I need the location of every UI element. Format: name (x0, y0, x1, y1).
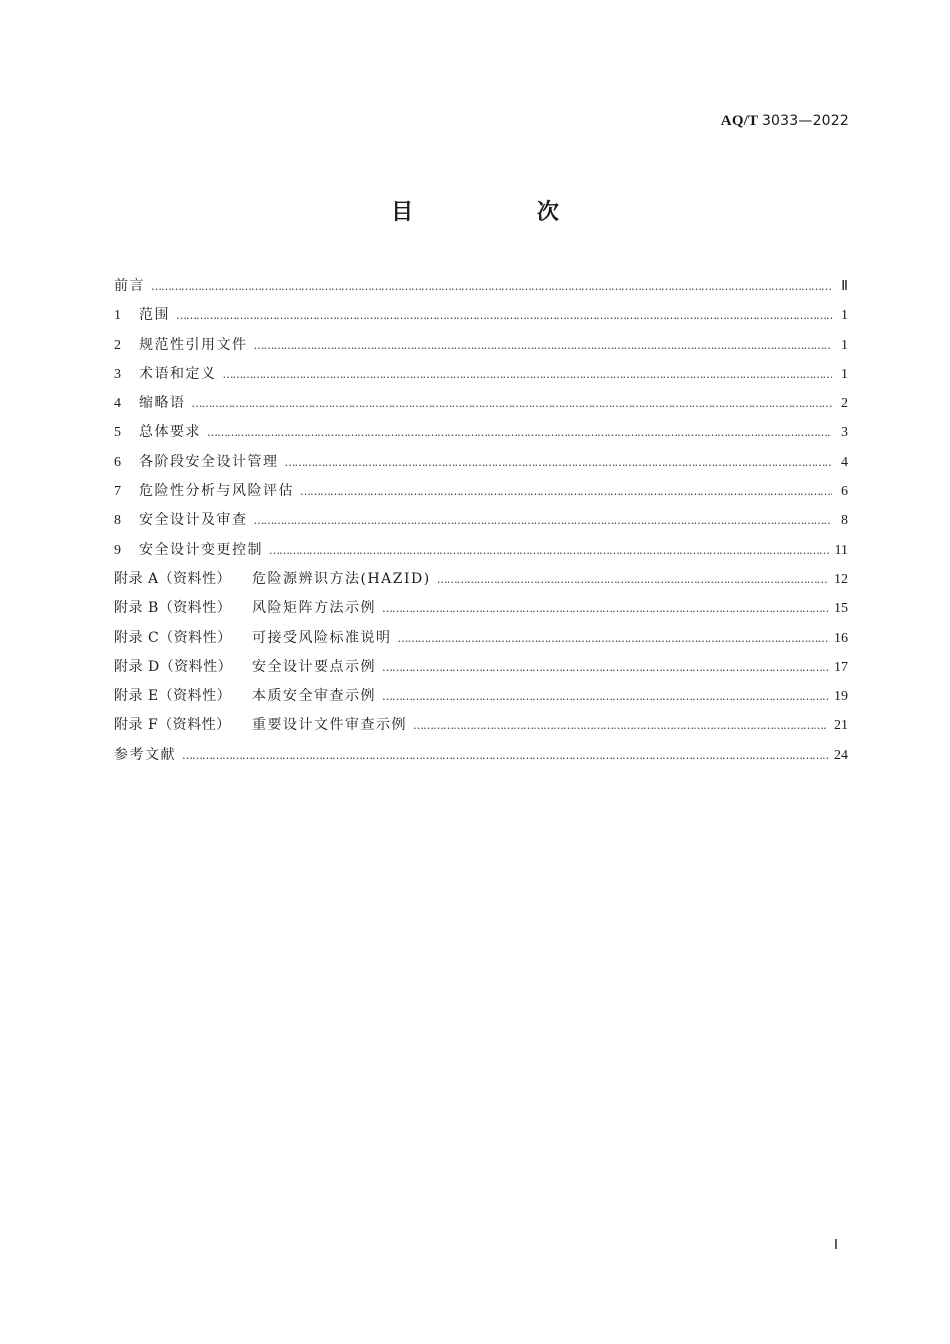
toc-dot-leader (182, 741, 828, 770)
toc-entry[interactable] (114, 360, 848, 389)
toc-page-number: 1 (841, 308, 848, 324)
toc-entry[interactable] (114, 653, 848, 682)
toc-section-number: 7 (114, 484, 121, 500)
toc-entry[interactable] (114, 536, 848, 565)
toc-dot-leader (382, 653, 828, 682)
toc-entry[interactable] (114, 741, 848, 770)
toc-entry[interactable] (114, 594, 848, 623)
toc-entry-title: 重要设计文件审查示例 (252, 717, 407, 734)
standard-number: 3033—2022 (761, 113, 849, 129)
toc-entry[interactable] (114, 448, 848, 477)
toc-page-number: 17 (834, 659, 848, 675)
toc-dot-leader (413, 711, 828, 740)
toc-appendix-label: 附录 B（资料性） (114, 600, 232, 617)
toc-appendix-label: 附录 C（资料性） (114, 629, 232, 646)
toc-dot-leader (254, 331, 833, 360)
toc-page-number: 11 (834, 542, 848, 558)
toc-dot-leader (398, 624, 829, 653)
toc-section-number: 8 (114, 513, 121, 529)
toc-entry-title: 术语和定义 (139, 365, 217, 382)
toc-page-number: Ⅱ (841, 279, 848, 294)
toc-entry-title: 规范性引用文件 (139, 336, 248, 353)
toc-section-number: 3 (114, 366, 121, 382)
toc-section-number: 9 (114, 542, 121, 558)
toc-dot-leader (207, 418, 832, 447)
toc-entry-title: 范围 (139, 307, 170, 324)
standard-prefix: AQ/T (720, 113, 758, 129)
toc-entry[interactable] (114, 389, 848, 418)
toc-page-number: 8 (841, 513, 848, 529)
toc-dot-leader (285, 448, 833, 477)
toc-page-number: 3 (841, 425, 848, 441)
toc-page-number: 15 (834, 601, 848, 617)
toc-dot-leader (254, 506, 833, 535)
toc-dot-leader (300, 477, 832, 506)
page-title: 目 次 (391, 200, 617, 225)
toc-dot-leader (269, 536, 829, 565)
toc-entry-title: 总体要求 (139, 424, 201, 441)
toc-entry[interactable] (114, 565, 848, 594)
toc-entry[interactable] (114, 682, 848, 711)
toc-dot-leader (151, 272, 832, 301)
toc-page-number: 1 (841, 337, 848, 353)
toc-entry-title: 危险源辨识方法(HAZID) (252, 570, 431, 587)
toc-page-number: 21 (834, 718, 848, 734)
toc-entry-title: 危险性分析与风险评估 (139, 483, 294, 500)
toc-appendix-label: 附录 D（资料性） (114, 658, 233, 675)
toc-dot-leader (437, 565, 828, 594)
toc-dot-leader (382, 682, 828, 711)
toc-entry[interactable] (114, 331, 848, 360)
toc-entry[interactable] (114, 624, 848, 653)
standard-code (721, 113, 849, 130)
toc-entry-title: 缩略语 (139, 395, 186, 412)
toc-dot-leader (223, 360, 833, 389)
toc-entry-title: 风险矩阵方法示例 (252, 600, 376, 617)
toc-entry[interactable] (114, 711, 848, 740)
toc-section-number: 4 (114, 396, 121, 412)
toc-entry-title: 可接受风险标准说明 (252, 629, 392, 646)
toc-entry[interactable] (114, 506, 848, 535)
toc-entry-title: 安全设计及审查 (139, 512, 248, 529)
page-number: Ⅰ (833, 1238, 838, 1253)
toc-page-number: 19 (834, 689, 848, 705)
toc-entry[interactable] (114, 272, 848, 301)
toc-section-number: 6 (114, 454, 121, 470)
toc-entry-title: 安全设计要点示例 (252, 658, 376, 675)
toc-dot-leader (382, 594, 828, 623)
toc-appendix-label: 附录 E（资料性） (114, 688, 232, 705)
toc-page-number: 2 (841, 396, 848, 412)
toc-entry-title: 各阶段安全设计管理 (139, 453, 279, 470)
toc-entry-title: 前言 (114, 278, 145, 294)
toc-entry-title: 参考文献 (114, 746, 176, 763)
toc-page-number: 6 (841, 484, 848, 500)
toc-appendix-label: 附录 F（资料性） (114, 717, 231, 734)
toc-entry[interactable] (114, 477, 848, 506)
toc-page-number: 1 (841, 366, 848, 382)
toc-entry-title: 安全设计变更控制 (139, 541, 263, 558)
toc-entry[interactable] (114, 418, 848, 447)
toc-dot-leader (176, 301, 832, 330)
toc-dot-leader (192, 389, 833, 418)
toc-entry-title: 本质安全审查示例 (252, 688, 376, 705)
toc-page-number: 12 (834, 571, 848, 587)
table-of-contents (114, 272, 848, 770)
toc-section-number: 1 (114, 308, 121, 324)
toc-page-number: 24 (834, 747, 848, 763)
toc-page-number: 4 (841, 454, 848, 470)
toc-section-number: 5 (114, 425, 121, 441)
toc-section-number: 2 (114, 337, 121, 353)
toc-entry[interactable] (114, 301, 848, 330)
toc-appendix-label: 附录 A（资料性） (114, 570, 232, 587)
toc-page-number: 16 (834, 630, 848, 646)
